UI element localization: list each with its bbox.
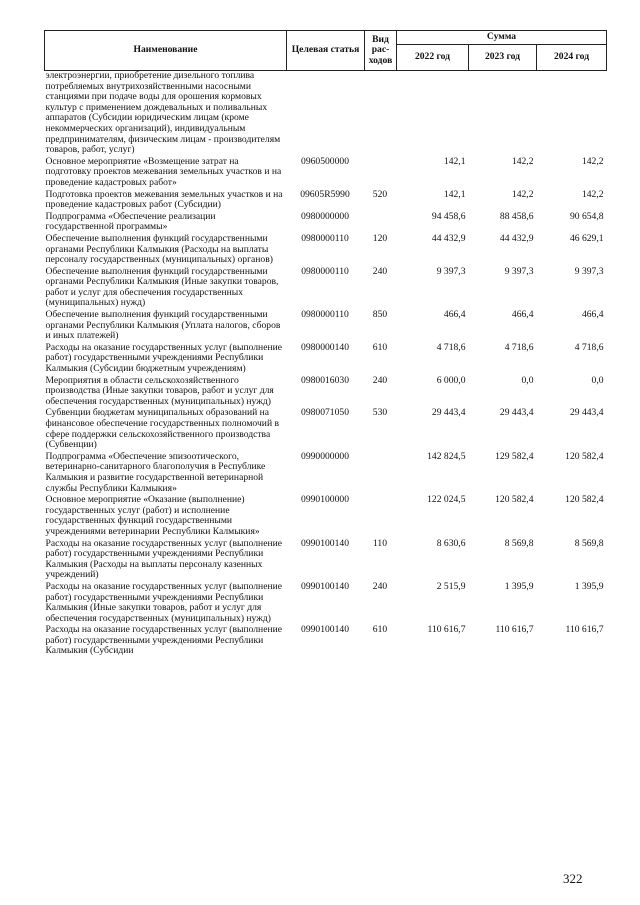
header-target-article: Целевая статья	[287, 31, 365, 71]
row-sum-2024: 466,4	[581, 309, 604, 321]
row-target-article: 0980071050	[301, 407, 349, 419]
row-sum-2022: 6 000,0	[436, 374, 466, 386]
header-expense-type: Вид рас-ходов	[365, 31, 397, 71]
row-name: Расходы на оказание государственных услуг (выполнение работ) государственными учреждениями Республики Калмыкия (Субсидии	[45, 624, 282, 657]
table-row	[45, 343, 607, 376]
row-sum-2024: 142,2	[581, 155, 604, 167]
row-expense-type: 530	[372, 407, 388, 419]
row-sum-2024: 120 582,4	[565, 450, 604, 462]
row-sum-2022	[397, 71, 469, 157]
row-target-article: 0980016030	[301, 374, 349, 386]
row-sum-2022: 142 824,5	[427, 450, 466, 462]
page-number: 322	[563, 871, 583, 886]
row-expense-type: 610	[372, 341, 388, 353]
row-expense-type: 110	[372, 537, 388, 549]
row-target-article: 0990100140	[301, 624, 349, 636]
row-name: Субвенции бюджетам муниципальных образований на финансовое обеспечение государственных полномочий в сфере поддержки сельскохозяйственного производства (Субвенции)	[45, 407, 280, 451]
row-expense-type: 240	[372, 374, 388, 386]
row-expense-type: 850	[372, 309, 388, 321]
header-year-2022: 2022 год	[397, 45, 469, 71]
row-target-article: 0990100140	[301, 580, 349, 592]
row-name: Расходы на оказание государственных услуг (выполнение работ) государственными учреждениями Республики Калмыкия (Субсидии бюджетным учреждениям)	[45, 341, 282, 375]
row-target-article: 0990100140	[301, 537, 349, 549]
budget-table	[44, 30, 607, 658]
row-expense-type: 240	[372, 265, 388, 277]
table-header	[45, 31, 607, 71]
row-sum-2023: 44 432,9	[499, 232, 534, 244]
row-sum-2023: 466,4	[511, 309, 534, 321]
row-target-article: 0980000140	[301, 341, 349, 353]
row-sum-2023: 142,2	[511, 155, 534, 167]
row-sum-2023	[469, 71, 537, 157]
table-body	[45, 71, 607, 659]
table-row	[45, 267, 607, 310]
row-name: Мероприятия в области сельскохозяйственного производства (Иные закупки товаров, работ и услуг для обеспечения государственных (муниципальных) нужд)	[45, 374, 274, 407]
row-sum-2022: 94 458,6	[431, 210, 466, 222]
row-sum-2024	[537, 71, 607, 157]
row-name: Подготовка проектов межевания земельных участков и на проведение кадастровых работ (Субсидии)	[45, 188, 283, 211]
table-row	[45, 157, 607, 190]
table-row	[45, 495, 607, 538]
header-year-2023: 2023 год	[469, 45, 537, 71]
row-name: Обеспечение выполнения функций государственными органами Республики Калмыкия (Иные закупки товаров, работ и услуг для обеспечения государственных (муниципальных) нужд)	[45, 265, 279, 309]
row-expense-type	[365, 71, 397, 157]
row-sum-2022: 110 616,7	[427, 624, 466, 636]
table-row	[45, 234, 607, 267]
table-row	[45, 376, 607, 409]
row-sum-2023: 1 395,9	[504, 580, 534, 592]
row-target-article: 0990100000	[301, 494, 349, 506]
row-target-article: 0980000110	[301, 232, 349, 244]
row-expense-type: 240	[372, 580, 388, 592]
table-row	[45, 212, 607, 234]
row-sum-2023: 142,2	[511, 188, 534, 200]
row-sum-2023: 29 443,4	[499, 407, 534, 419]
row-sum-2024: 9 397,3	[574, 265, 604, 277]
row-sum-2022: 122 024,5	[427, 494, 466, 506]
table-row	[45, 539, 607, 582]
row-sum-2024: 29 443,4	[569, 407, 604, 419]
row-sum-2023: 0,0	[521, 374, 534, 386]
row-name: Обеспечение выполнения функций государственными органами Республики Калмыкия (Уплата налогов, сборов и иных платежей)	[45, 309, 281, 342]
row-sum-2024: 120 582,4	[565, 494, 604, 506]
table-row	[45, 71, 607, 157]
table-row	[45, 408, 607, 451]
row-sum-2024: 46 629,1	[569, 232, 604, 244]
row-target-article: 0990000000	[301, 450, 349, 462]
row-expense-type: 610	[372, 624, 388, 636]
row-name: Расходы на оказание государственных услуг (выполнение работ) государственными учреждениями Республики Калмыкия (Расходы на выплаты персоналу казенных учреждений)	[45, 537, 282, 581]
header-year-2024: 2024 год	[537, 45, 607, 71]
table-row	[45, 190, 607, 212]
table-row	[45, 310, 607, 343]
row-target-article: 0980000110	[301, 309, 349, 321]
row-sum-2022: 44 432,9	[431, 232, 466, 244]
row-expense-type: 520	[372, 188, 388, 200]
row-sum-2024: 0,0	[591, 374, 604, 386]
row-sum-2024: 8 569,8	[574, 537, 604, 549]
row-name: Основное мероприятие «Возмещение затрат на подготовку проектов межевания земельных участков и на проведение кадастровых работ»	[45, 155, 282, 188]
row-expense-type	[365, 495, 397, 538]
row-expense-type	[365, 452, 397, 495]
row-name: электроэнергии, приобретение дизельного топлива потребляемых внутрихозяйственными насосными станциями при подаче воды для орошения кормовых культур с применением дождевальных и поливальных аппаратов (Субсидии юридическим лицам (кроме некоммерческих организаций), индивидуальным предпринимателям, физическим лицам - производителям товаров, работ, услуг)	[45, 70, 281, 156]
row-sum-2024: 110 616,7	[565, 624, 604, 636]
row-target-article: 09605R5990	[300, 188, 350, 200]
row-name: Расходы на оказание государственных услуг (выполнение работ) государственными учреждениями Республики Калмыкия (Иные закупки товаров, работ и услуг для обеспечения государственных (муниципальных) нужд)	[45, 580, 282, 624]
row-sum-2022: 466,4	[443, 309, 466, 321]
row-sum-2022: 142,1	[443, 155, 466, 167]
row-sum-2023: 8 569,8	[504, 537, 534, 549]
row-name: Обеспечение выполнения функций государственными органами Республики Калмыкия (Расходы на выплаты персоналу государственных (муниципальных) органов)	[45, 232, 273, 266]
row-sum-2023: 120 582,4	[495, 494, 534, 506]
table-row	[45, 625, 607, 658]
row-name: Подпрограмма «Обеспечение реализации государственной программы»	[45, 210, 216, 233]
row-sum-2022: 142,1	[443, 188, 466, 200]
table-row	[45, 452, 607, 495]
row-target-article	[287, 71, 365, 157]
row-sum-2024: 90 654,8	[569, 210, 604, 222]
row-sum-2023: 88 458,6	[499, 210, 534, 222]
header-name: Наименование	[45, 31, 287, 71]
row-name: Основное мероприятие «Оказание (выполнение) государственных услуг (работ) и исполнение государственных функций государственными учреждениями ветеринарии Республики Калмыкия»	[45, 494, 260, 537]
row-sum-2023: 110 616,7	[495, 624, 534, 636]
row-sum-2022: 29 443,4	[431, 407, 466, 419]
row-sum-2024: 4 718,6	[574, 341, 604, 353]
row-sum-2023: 4 718,6	[504, 341, 534, 353]
row-expense-type	[365, 157, 397, 190]
row-sum-2022: 8 630,6	[436, 537, 466, 549]
row-sum-2023: 9 397,3	[504, 265, 534, 277]
row-sum-2023: 129 582,4	[495, 450, 534, 462]
row-sum-2022: 2 515,9	[436, 580, 466, 592]
row-expense-type	[365, 212, 397, 234]
row-sum-2024: 1 395,9	[574, 580, 604, 592]
row-target-article: 0960500000	[301, 155, 349, 167]
row-sum-2024: 142,2	[581, 188, 604, 200]
table-row	[45, 582, 607, 625]
header-sum: Сумма	[397, 31, 607, 45]
row-target-article: 0980000110	[301, 265, 349, 277]
row-sum-2022: 9 397,3	[436, 265, 466, 277]
row-sum-2022: 4 718,6	[436, 341, 466, 353]
row-expense-type: 120	[372, 232, 388, 244]
row-target-article: 0980000000	[301, 210, 349, 222]
row-name: Подпрограмма «Обеспечение эпизоотического, ветеринарно-санитарного благополучия в Республике Калмыкия и развитие государственной ветеринарной службы Республики Калмыкия»	[45, 450, 266, 494]
